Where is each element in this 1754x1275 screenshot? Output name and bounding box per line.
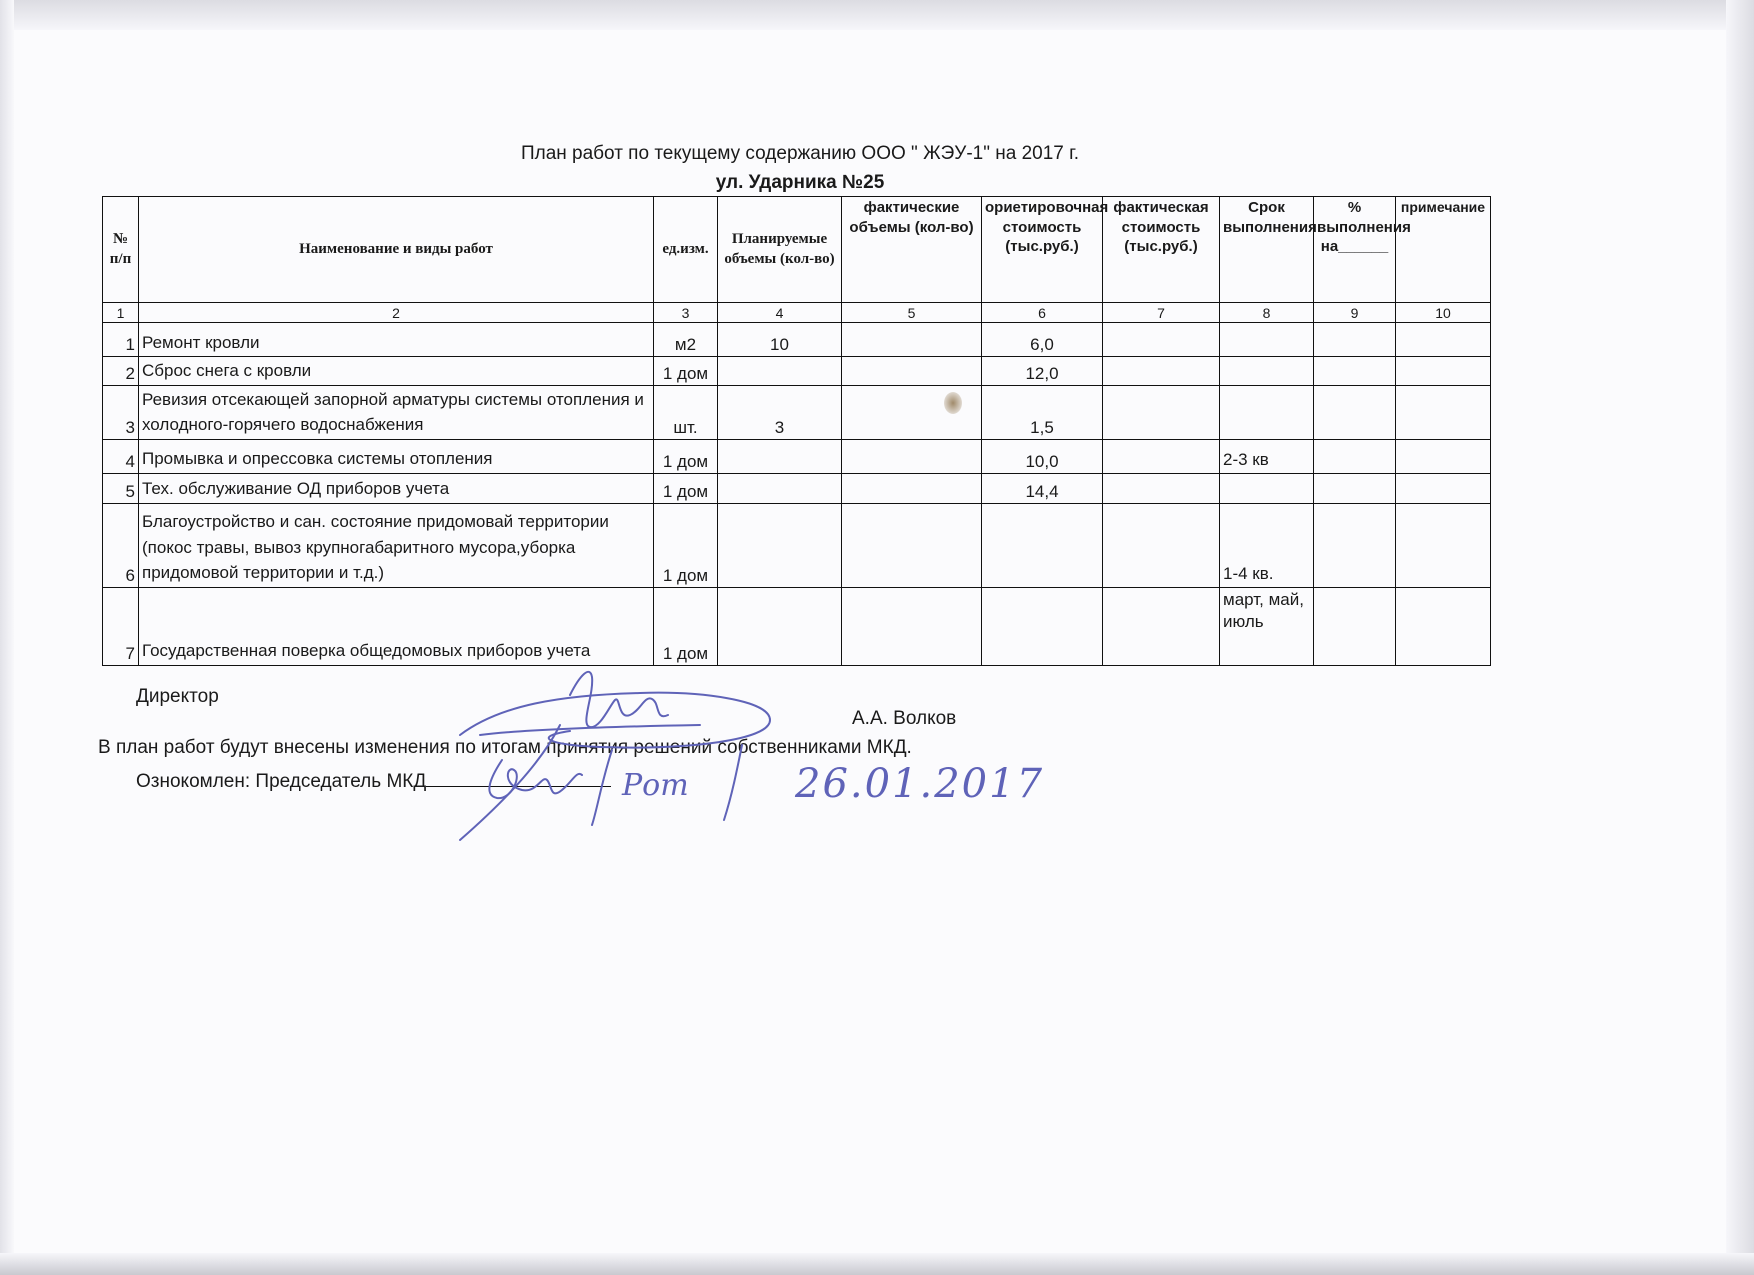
estimated-cost-cell: 12,0 — [982, 357, 1103, 386]
work-name: Сброс снега с кровли — [139, 357, 654, 386]
column-number: 9 — [1314, 303, 1396, 323]
actual-volume-cell — [842, 439, 982, 473]
row-number: 6 — [103, 503, 139, 587]
term-cell: 2-3 кв — [1220, 439, 1314, 473]
actual-cost-cell — [1103, 439, 1220, 473]
actual-volume-cell — [842, 503, 982, 587]
note-cell — [1396, 357, 1491, 386]
column-number-row — [103, 303, 1491, 323]
unit-cell: 1 дом — [654, 357, 718, 386]
table-row — [103, 385, 1491, 439]
estimated-cost-cell — [982, 587, 1103, 665]
header-unit: ед.изм. — [654, 197, 718, 303]
unit-cell: 1 дом — [654, 439, 718, 473]
unit-cell: 1 дом — [654, 503, 718, 587]
actual-volume-cell — [842, 587, 982, 665]
actual-volume-cell — [842, 357, 982, 386]
row-number: 5 — [103, 473, 139, 503]
percent-cell — [1314, 439, 1396, 473]
column-number: 10 — [1396, 303, 1491, 323]
planned-volume-cell — [718, 357, 842, 386]
percent-cell — [1314, 503, 1396, 587]
term-cell — [1220, 385, 1314, 439]
handwritten-date — [795, 752, 1055, 812]
estimated-cost-cell: 14,4 — [982, 473, 1103, 503]
header-estimated-cost: ориетировочная стоимость (тыс.руб.) — [982, 197, 1103, 303]
unit-cell: шт. — [654, 385, 718, 439]
signature-underline — [426, 768, 611, 787]
term-cell: март, май, июль — [1220, 587, 1314, 665]
scan-edge-right — [1726, 0, 1754, 1275]
percent-cell — [1314, 587, 1396, 665]
column-number: 3 — [654, 303, 718, 323]
plan-change-note: В план работ будут внесены изменения по итогам принятия решений собственниками МКД. — [98, 737, 912, 758]
scan-edge-top — [0, 0, 1754, 30]
planned-volume-cell — [718, 473, 842, 503]
table-body — [103, 323, 1491, 666]
header-term: Срок выполнения — [1220, 197, 1314, 303]
header-num: № п/п — [103, 197, 139, 303]
note-cell — [1396, 473, 1491, 503]
table-header-row — [103, 197, 1491, 303]
row-number: 7 — [103, 587, 139, 665]
term-cell — [1220, 357, 1314, 386]
planned-volume-cell: 10 — [718, 323, 842, 357]
column-number: 6 — [982, 303, 1103, 323]
work-name: Ревизия отсекающей запорной арматуры системы отопления и холодного-горячего водоснабжения — [139, 385, 654, 439]
estimated-cost-cell: 6,0 — [982, 323, 1103, 357]
column-number: 8 — [1220, 303, 1314, 323]
actual-cost-cell — [1103, 357, 1220, 386]
planned-volume-cell — [718, 587, 842, 665]
unit-cell: 1 дом — [654, 473, 718, 503]
actual-cost-cell — [1103, 587, 1220, 665]
estimated-cost-cell: 1,5 — [982, 385, 1103, 439]
table-row — [103, 473, 1491, 503]
term-cell — [1220, 473, 1314, 503]
column-number: 5 — [842, 303, 982, 323]
work-name: Тех. обслуживание ОД приборов учета — [139, 473, 654, 503]
chairman-handwritten-name: Рот — [622, 768, 689, 803]
director-label: Директор — [136, 686, 219, 707]
header-actual-volume: фактические объемы (кол-во) — [842, 197, 982, 303]
percent-cell — [1314, 323, 1396, 357]
acquainted-label: Ознокомлен: Председатель МКД — [136, 771, 427, 792]
actual-cost-cell — [1103, 323, 1220, 357]
header-actual-cost: фактическая стоимость (тыс.руб.) — [1103, 197, 1220, 303]
header-planned: Планируемые объемы (кол-во) — [718, 197, 842, 303]
scan-edge-bottom — [0, 1253, 1754, 1275]
column-number: 7 — [1103, 303, 1220, 323]
work-name: Промывка и опрессовка системы отопления — [139, 439, 654, 473]
planned-volume-cell — [718, 503, 842, 587]
note-cell — [1396, 323, 1491, 357]
unit-cell: м2 — [654, 323, 718, 357]
planned-volume-cell: 3 — [718, 385, 842, 439]
handwritten-date-text: 26.01.2017 — [795, 761, 1045, 807]
row-number: 2 — [103, 357, 139, 386]
header-percent: % выполнения на______ — [1314, 197, 1396, 303]
actual-volume-cell — [842, 385, 982, 439]
percent-cell — [1314, 473, 1396, 503]
estimated-cost-cell — [982, 503, 1103, 587]
note-cell — [1396, 439, 1491, 473]
percent-cell — [1314, 357, 1396, 386]
table-row — [103, 323, 1491, 357]
unit-cell: 1 дом — [654, 587, 718, 665]
row-number: 1 — [103, 323, 139, 357]
acquainted-line — [136, 768, 611, 793]
actual-volume-cell — [842, 323, 982, 357]
column-number: 2 — [139, 303, 654, 323]
table-row — [103, 587, 1491, 665]
note-cell — [1396, 587, 1491, 665]
percent-cell — [1314, 385, 1396, 439]
work-name: Ремонт кровли — [139, 323, 654, 357]
actual-cost-cell — [1103, 503, 1220, 587]
term-cell — [1220, 323, 1314, 357]
actual-cost-cell — [1103, 473, 1220, 503]
actual-cost-cell — [1103, 385, 1220, 439]
ink-smudge — [944, 392, 962, 414]
table-row — [103, 503, 1491, 587]
document-title: План работ по текущему содержанию ООО " ЖЭУ-1" на 2017 г. — [520, 143, 1080, 164]
estimated-cost-cell: 10,0 — [982, 439, 1103, 473]
work-name: Государственная поверка общедомовых приборов учета — [139, 587, 654, 665]
actual-volume-cell — [842, 473, 982, 503]
row-number: 4 — [103, 439, 139, 473]
work-plan-table — [102, 196, 1491, 666]
header-note: примечание — [1396, 197, 1491, 303]
column-number: 4 — [718, 303, 842, 323]
director-name: А.А. Волков — [852, 708, 957, 729]
row-number: 3 — [103, 385, 139, 439]
note-cell — [1396, 385, 1491, 439]
table-row — [103, 357, 1491, 386]
header-name: Наименование и виды работ — [139, 197, 654, 303]
note-cell — [1396, 503, 1491, 587]
term-cell: 1-4 кв. — [1220, 503, 1314, 587]
column-number: 1 — [103, 303, 139, 323]
planned-volume-cell — [718, 439, 842, 473]
work-name: Благоустройство и сан. состояние придомовай территории (покос травы, вывоз крупногабаритного мусора,уборка придомовой территории и т.д.) — [139, 503, 654, 587]
document-subtitle-street: ул. Ударника №25 — [715, 172, 885, 193]
table-row — [103, 439, 1491, 473]
